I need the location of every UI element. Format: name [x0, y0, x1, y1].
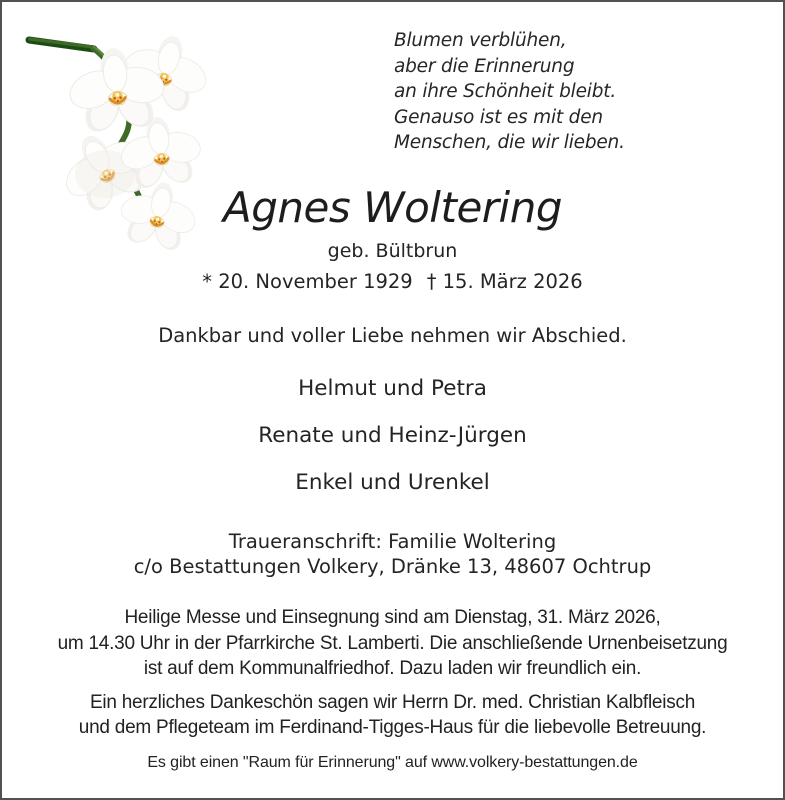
maiden-name: geb. Bültbrun: [327, 240, 458, 262]
mourner-line: Enkel und Urenkel: [295, 470, 490, 495]
condolence-address: [2, 530, 783, 579]
deceased-name: Agnes Woltering: [223, 183, 562, 232]
orchid-image: [24, 14, 226, 276]
birth-date: * 20. November 1929: [202, 270, 413, 293]
memorial-website-line: Es gibt einen "Raum für Erinnerung" auf www.volkery-bestattungen.de: [147, 754, 638, 771]
death-date: † 15. März 2026: [426, 270, 583, 293]
farewell-line: Dankbar und voller Liebe nehmen wir Abschied.: [158, 324, 627, 347]
address-line: c/o Bestattungen Volkery, Dränke 13, 48607 Ochtrup: [133, 554, 652, 578]
poem: [394, 28, 625, 156]
mourner-line: Helmut und Petra: [298, 376, 487, 401]
poem-line: an ihre Schönheit bleibt.: [394, 81, 617, 102]
service-line: ist auf dem Kommunalfriedhof. Dazu laden wir freundlich ein.: [143, 658, 642, 679]
address-line: Traueranschrift: Familie Woltering: [228, 530, 557, 553]
poem-line: Genauso ist es mit den: [394, 106, 603, 128]
service-info: [2, 605, 783, 682]
mourner-line: Renate und Heinz-Jürgen: [258, 423, 527, 448]
poem-line: Blumen verblühen,: [394, 30, 567, 51]
thanks-line: und dem Pflegeteam im Ferdinand-Tigges-Haus für die liebevolle Betreuung.: [78, 716, 707, 738]
service-line: um 14.30 Uhr in der Pfarrkirche St. Lamberti. Die anschließende Urnenbeisetzung: [57, 632, 728, 654]
poem-line: aber die Erinnerung: [394, 55, 575, 77]
poem-line: Menschen, die wir lieben.: [394, 132, 625, 153]
service-line: Heilige Messe und Einsegnung sind am Dienstag, 31. März 2026,: [124, 607, 661, 628]
life-dates: [2, 270, 783, 293]
thanks-line: Ein herzliches Dankeschön sagen wir Herrn Dr. med. Christian Kalbfleisch: [89, 692, 696, 713]
thanks-note: [2, 691, 783, 740]
